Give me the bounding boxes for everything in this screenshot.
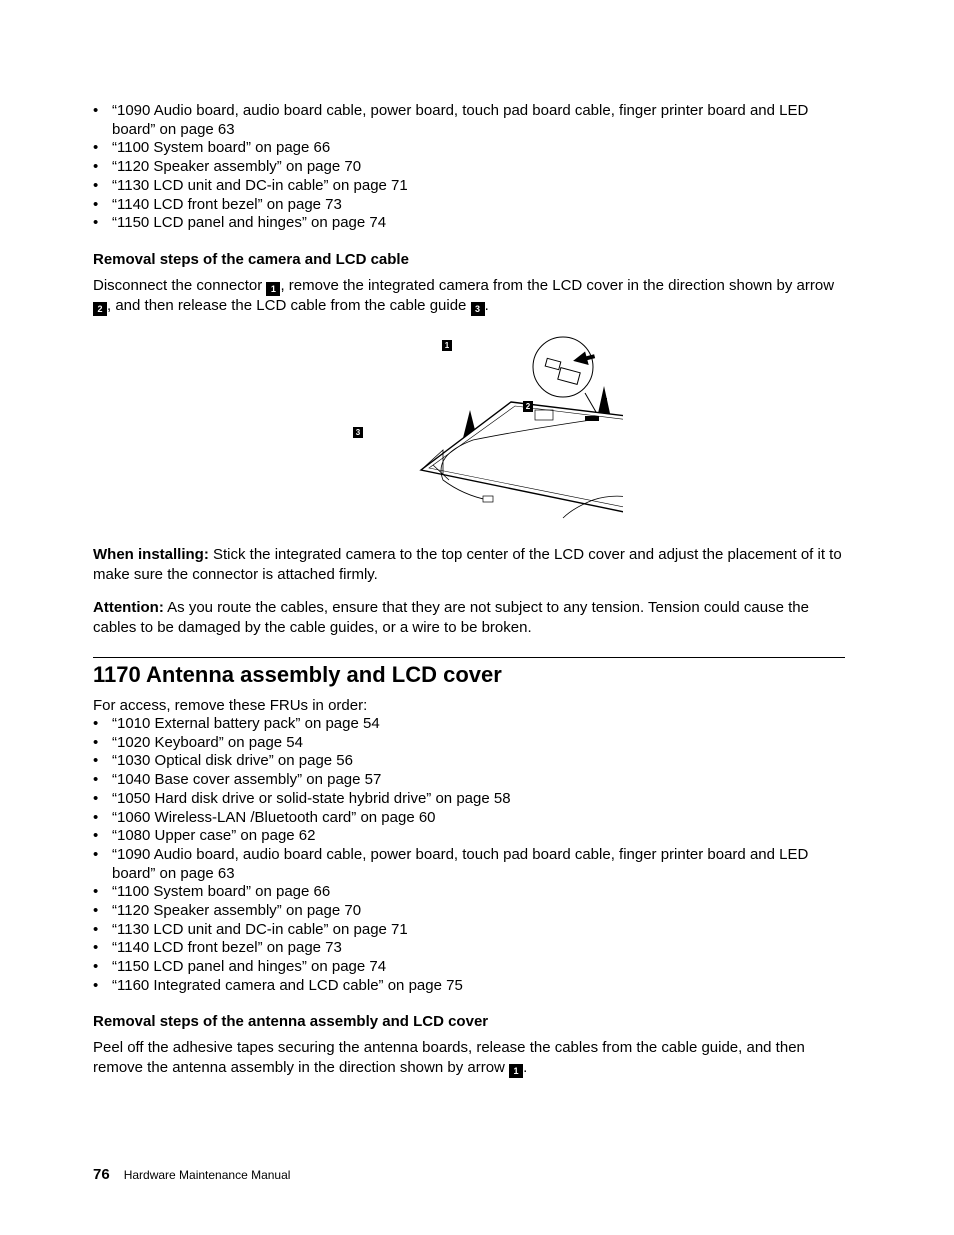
page-number: 76 [93, 1166, 110, 1183]
callout-badge: 2 [93, 302, 107, 316]
list-item: • “1140 LCD front bezel” on page 73 [93, 196, 833, 215]
callout-badge: 1 [509, 1064, 523, 1078]
prerequisite-list [93, 715, 833, 996]
list-item: • “1140 LCD front bezel” on page 73 [93, 939, 833, 958]
list-item: • “1150 LCD panel and hinges” on page 74 [93, 214, 833, 233]
paragraph-text: . [484, 297, 489, 314]
list-item: • “1100 System board” on page 66 [93, 139, 833, 158]
list-item: • “1060 Wireless-LAN /Bluetooth card” on page 60 [93, 809, 833, 828]
installing-text: Stick the integrated camera to the top center of the LCD cover and adjust the placement of it to make sure the connector is attached firmly. [93, 546, 842, 583]
paragraph-text: , remove the integrated camera from the LCD cover in the direction shown by arrow [280, 277, 835, 294]
section-heading-antenna: Removal steps of the antenna assembly and LCD cover [93, 1013, 489, 1030]
lcd-cover-camera-figure [323, 330, 623, 530]
list-item: • “1050 Hard disk drive or solid-state hybrid drive” on page 58 [93, 790, 833, 809]
paragraph-text: . [523, 1058, 528, 1076]
list-item: • “1130 LCD unit and DC-in cable” on page 71 [93, 177, 833, 196]
list-item: • “1120 Speaker assembly” on page 70 [93, 158, 833, 177]
manual-title: Hardware Maintenance Manual [123, 1168, 291, 1182]
callout-badge: 3 [471, 302, 485, 316]
attention-note [93, 598, 845, 637]
list-item: • “1010 External battery pack” on page 54 [93, 715, 833, 734]
prerequisite-list-top [93, 102, 833, 233]
list-item: • “1030 Optical disk drive” on page 56 [93, 752, 833, 771]
list-item: • “1100 System board” on page 66 [93, 883, 833, 902]
access-intro: For access, remove these FRUs in order: [93, 697, 368, 714]
paragraph-text: , and then release the LCD cable from the cable guide [107, 297, 471, 314]
section-divider [93, 657, 845, 658]
list-item: • “1080 Upper case” on page 62 [93, 827, 833, 846]
paragraph-text: Disconnect the connector [93, 277, 267, 294]
list-item: • “1160 Integrated camera and LCD cable” on page 75 [93, 977, 833, 996]
section-heading-camera: Removal steps of the camera and LCD cable [93, 251, 409, 268]
section-title: 1170 Antenna assembly and LCD cover [93, 662, 502, 687]
list-item: • “1120 Speaker assembly” on page 70 [93, 902, 833, 921]
installing-label: When installing: [93, 546, 209, 563]
list-item: • “1090 Audio board, audio board cable, power board, touch pad board cable, finger printer board and LED board” on page 63 [93, 102, 833, 139]
list-item: • “1130 LCD unit and DC-in cable” on page 71 [93, 921, 833, 940]
list-item: • “1020 Keyboard” on page 54 [93, 734, 833, 753]
list-item: • “1150 LCD panel and hinges” on page 74 [93, 958, 833, 977]
figure-callout-2: 2 [523, 401, 533, 412]
page-footer [93, 1166, 290, 1183]
installing-note [93, 545, 845, 584]
attention-label: Attention: [93, 599, 164, 616]
figure-callout-3: 3 [353, 427, 363, 438]
antenna-removal-paragraph [93, 1038, 845, 1078]
figure-callout-1: 1 [442, 340, 452, 351]
paragraph-text: Peel off the adhesive tapes securing the antenna boards, release the cables from the cable guide, and then remove the antenna assembly in the direction shown by arrow [93, 1039, 805, 1076]
callout-badge: 1 [266, 282, 280, 296]
camera-removal-paragraph [93, 276, 845, 316]
list-item: • “1040 Base cover assembly” on page 57 [93, 771, 833, 790]
attention-text: As you route the cables, ensure that they are not subject to any tension. Tension could cause the cables to be damaged by the cable guides, or a wire to be broken. [93, 599, 809, 636]
list-item: • “1090 Audio board, audio board cable, power board, touch pad board cable, finger printer board and LED board” on page 63 [93, 846, 833, 883]
